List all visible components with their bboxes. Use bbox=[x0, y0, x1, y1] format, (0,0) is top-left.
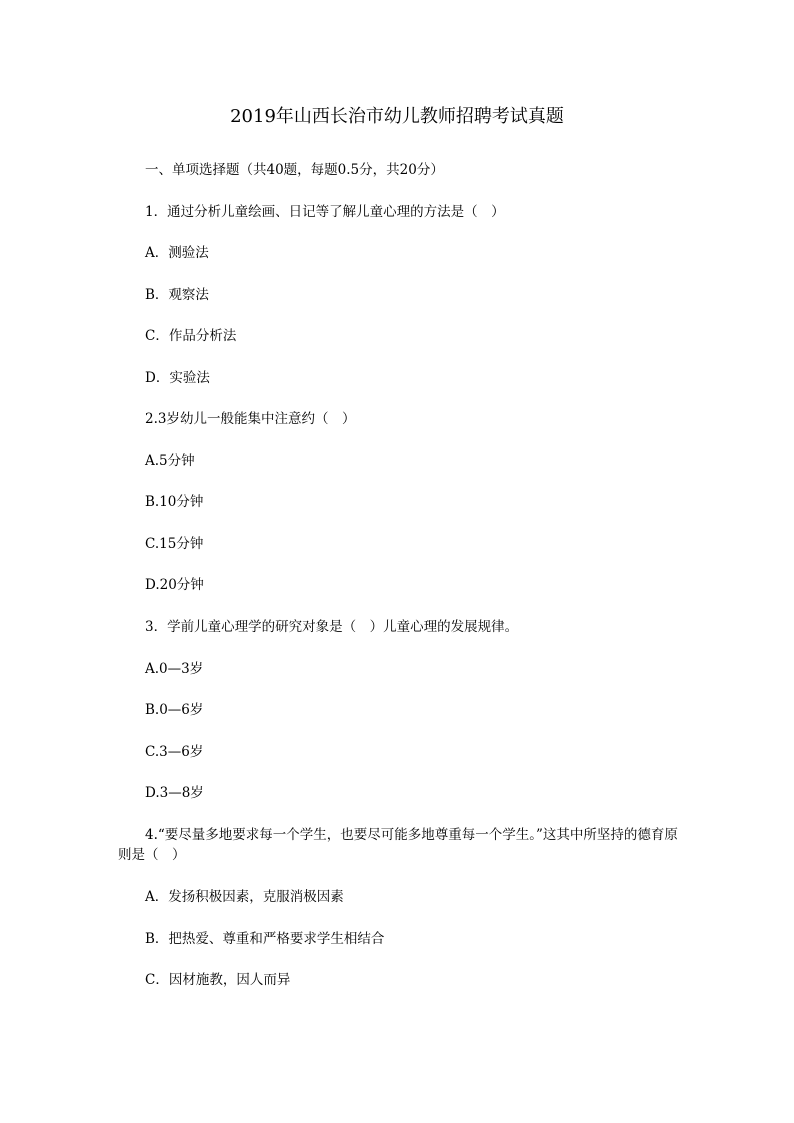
question-3-option-b: B.0—6岁 bbox=[145, 702, 204, 718]
question-1-option-c: C．作品分析法 bbox=[145, 328, 237, 344]
question-1-option-a: A．测验法 bbox=[145, 245, 209, 261]
question-4-stem: 4.“要尽量多地要求每一个学生，也要尽可能多地尊重每一个学生。”这其中所坚持的德育原则是（ ） bbox=[118, 827, 678, 863]
question-4-option-c: C．因材施教，因人而异 bbox=[145, 972, 291, 988]
section-heading: 一、单项选择题（共40题，每题0.5分，共20分） bbox=[145, 162, 444, 178]
question-4-option-a: A．发扬积极因素，克服消极因素 bbox=[145, 889, 344, 905]
question-3-option-a: A.0—3岁 bbox=[145, 661, 204, 677]
question-1-option-b: B．观察法 bbox=[145, 287, 209, 303]
question-2-stem: 2.3岁幼儿一般能集中注意约（ ） bbox=[145, 411, 356, 427]
question-3-stem: 3．学前儿童心理学的研究对象是（ ）儿童心理的发展规律。 bbox=[145, 619, 519, 635]
question-3-option-d: D.3—8岁 bbox=[145, 785, 204, 801]
document-title: 2019年山西长治市幼儿教师招聘考试真题 bbox=[230, 106, 564, 127]
question-3-option-c: C.3—6岁 bbox=[145, 744, 204, 760]
question-2-option-d: D.20分钟 bbox=[145, 577, 204, 593]
question-2-option-b: B.10分钟 bbox=[145, 494, 204, 510]
question-1-stem: 1．通过分析儿童绘画、日记等了解儿童心理的方法是（ ） bbox=[145, 204, 505, 220]
question-2-option-c: C.15分钟 bbox=[145, 536, 204, 552]
question-2-option-a: A.5分钟 bbox=[145, 453, 195, 469]
question-1-option-d: D．实验法 bbox=[145, 370, 210, 386]
question-4-option-b: B．把热爱、尊重和严格要求学生相结合 bbox=[145, 931, 385, 947]
